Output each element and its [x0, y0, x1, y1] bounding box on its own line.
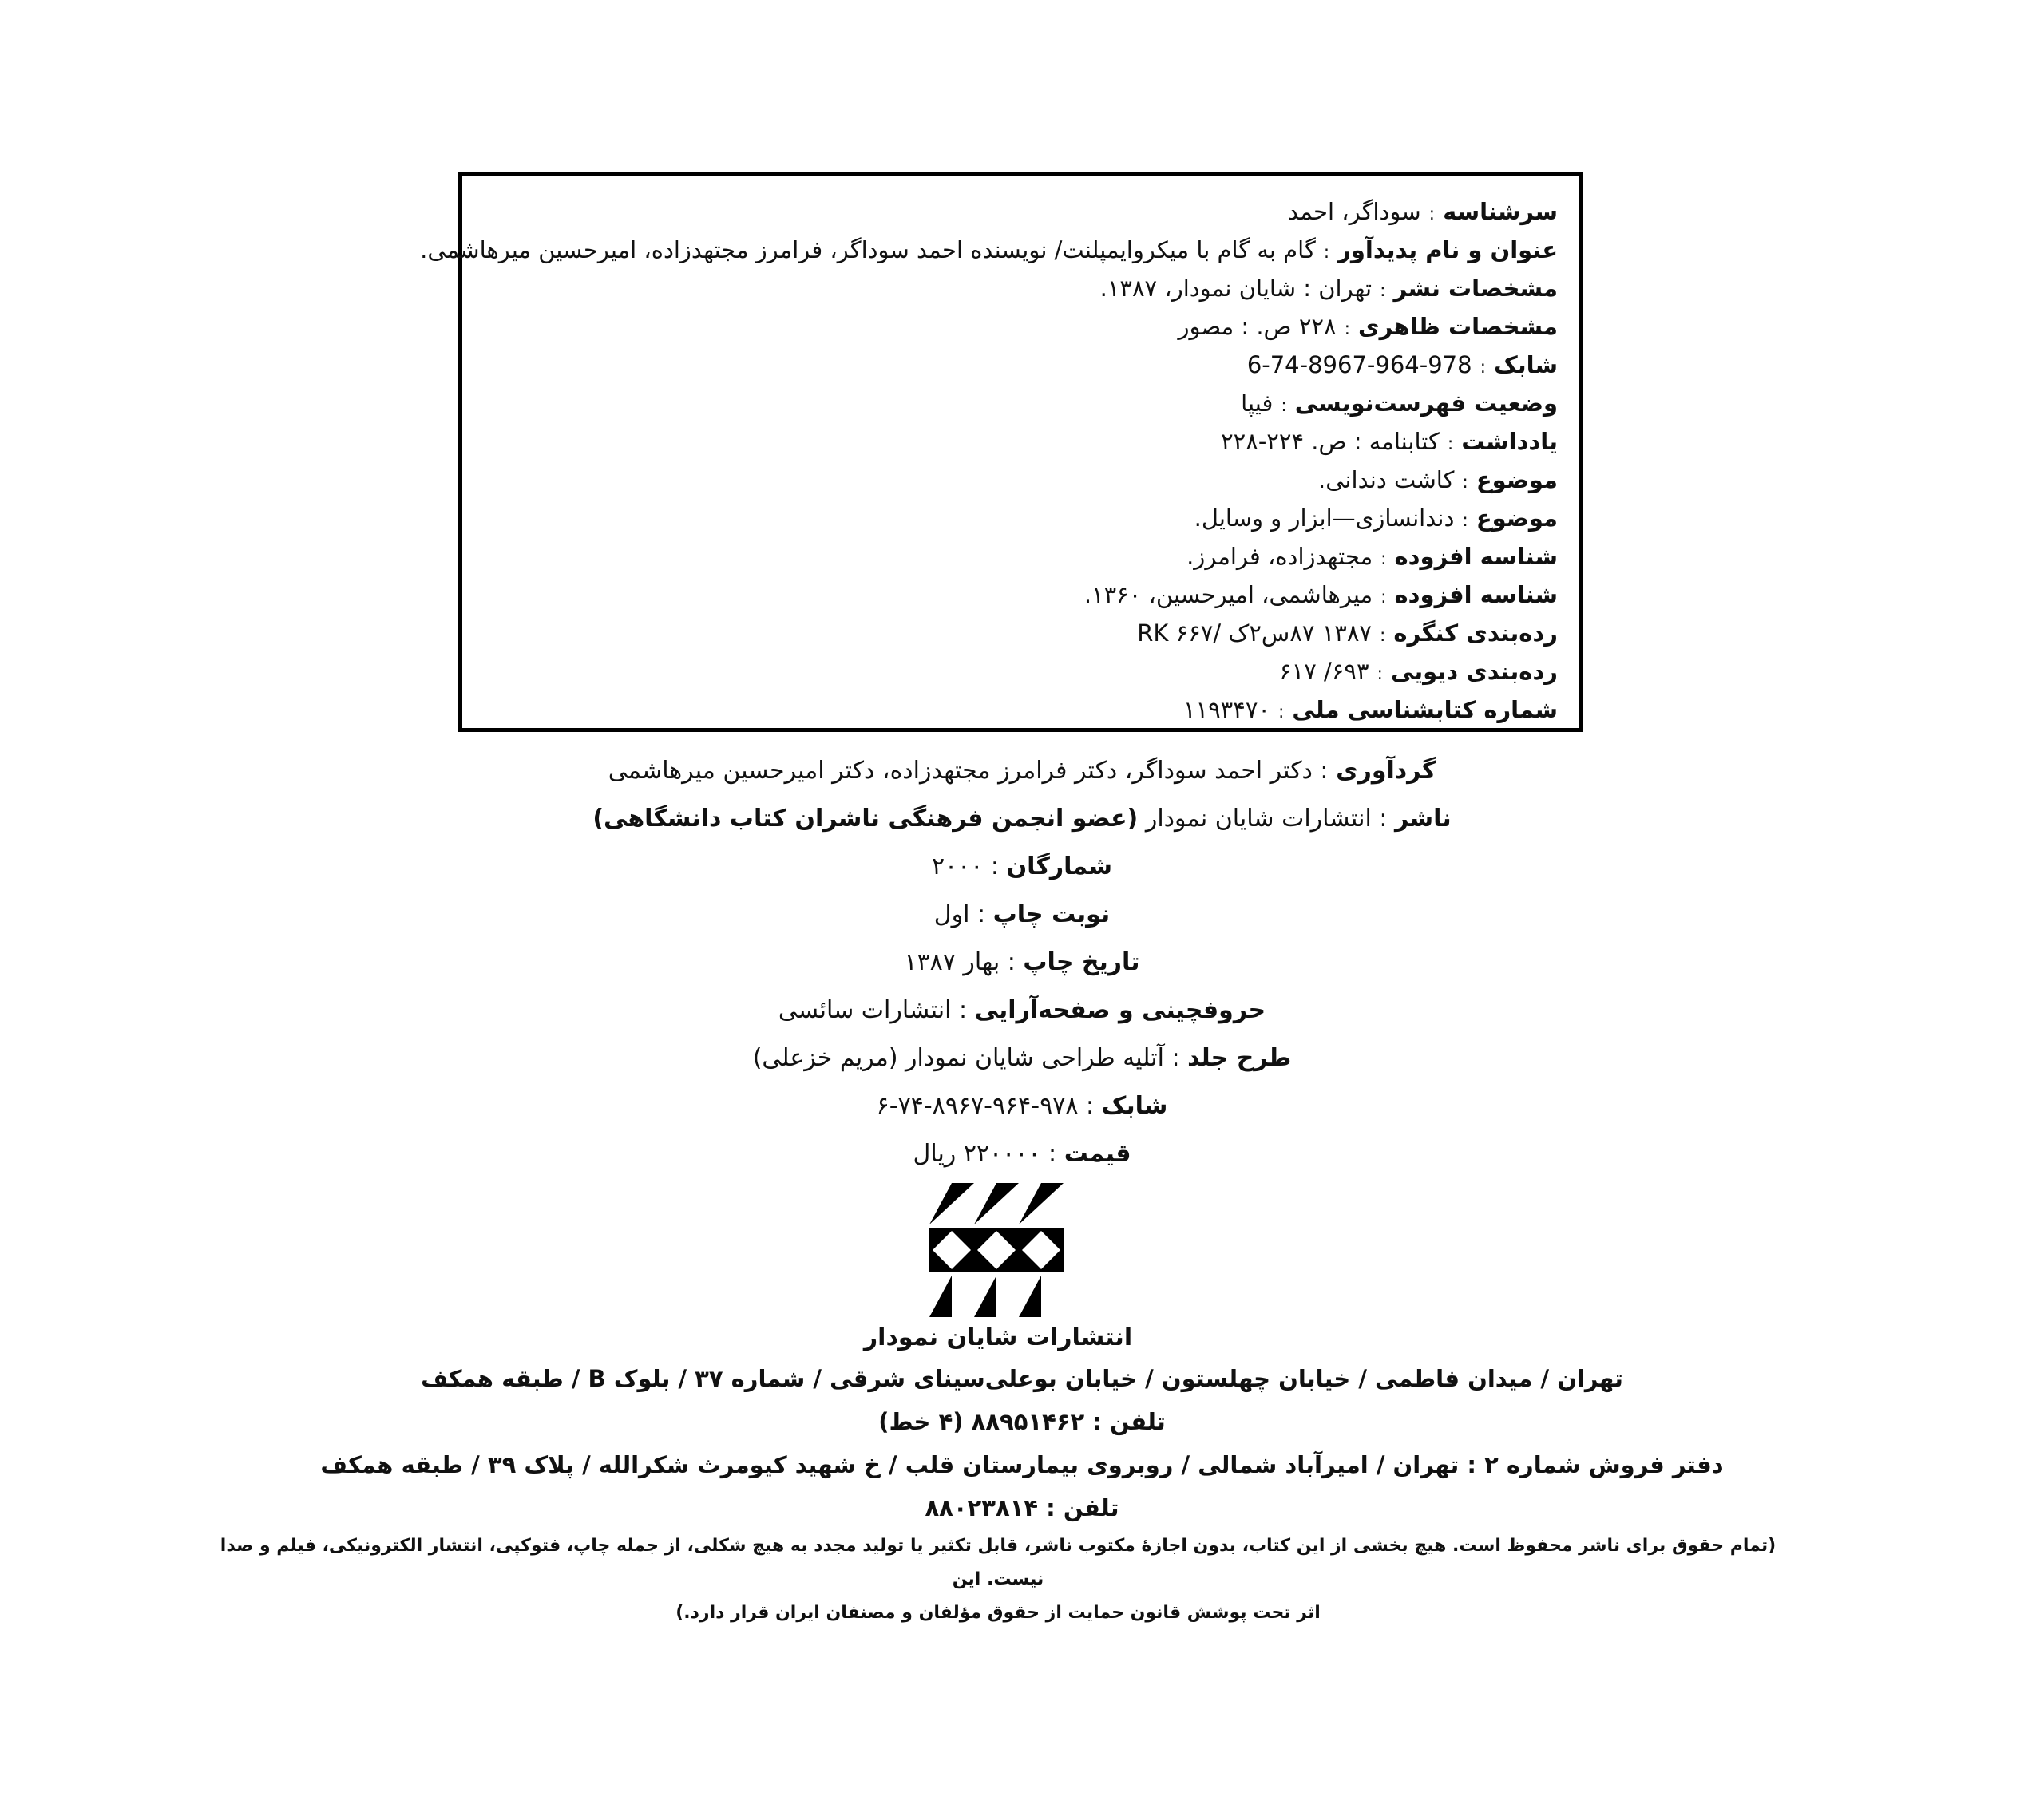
cip-row [483, 461, 1558, 499]
credit-row: تاریخ چاپ : بهار ۱۳۸۷ [904, 948, 1140, 976]
rights-line: (تمام حقوق برای ناشر محفوظ است. هیچ بخشی از این کتاب، بدون اجازهٔ مکتوب ناشر، قابل تکثیر یا تولید مجدد به هیچ شکلی، از جمله چاپ، فتوکپی، انتشار الکترونیکی، فیلم و صدا نیست. این [220, 1536, 1777, 1589]
cip-label: شماره کتابشناسی ملی [1292, 696, 1558, 723]
cip-value: فیپا [1241, 390, 1274, 417]
cip-separator: : [1462, 473, 1468, 493]
credit-value: انتشارات سائسی [778, 996, 952, 1024]
cip-row [483, 422, 1558, 461]
address-block [192, 1357, 1852, 1529]
cip-separator: : [1278, 702, 1285, 722]
cip-value: مجتهدزاده، فرامرز. [1186, 543, 1373, 570]
cip-value: کتابنامه : ص. ۲۲۴-۲۲۸ [1221, 428, 1440, 455]
credit-label: ناشر [1394, 805, 1452, 833]
credit-row: نوبت چاپ : اول [933, 900, 1111, 928]
cip-separator: : [1447, 434, 1454, 454]
cip-separator: : [1380, 281, 1386, 301]
cip-value: ۱۳۸۷ ۸۷س۲ک /۶۶۷ RK [1137, 619, 1372, 647]
cip-row [483, 499, 1558, 537]
credit-value: ۹۷۸-۹۶۴-۸۹۶۷-۷۴-۶ [876, 1092, 1079, 1120]
cip-label: سرشناسه [1443, 198, 1558, 225]
cip-row [483, 652, 1558, 690]
logo-triangle-bottom [929, 1276, 952, 1317]
credit-label: شابک [1101, 1092, 1168, 1120]
cip-row [483, 307, 1558, 346]
cip-value: ۶۹۳/ ۶۱۷ [1279, 658, 1369, 685]
cip-separator: : [1281, 396, 1287, 416]
rights-line: اثر تحت پوشش قانون حمایت از حقوق مؤلفان و مصنفان ایران قرار دارد.) [675, 1603, 1321, 1623]
cip-row [483, 192, 1558, 231]
cip-value: کاشت دندانی. [1318, 466, 1455, 493]
credit-label: قیمت [1064, 1140, 1131, 1168]
credit-row: طرح جلد : آتلیه طراحی شایان نمودار (مریم خزعلی) [752, 1044, 1292, 1072]
cip-separator: : [1480, 358, 1486, 378]
logo-triangle-top [1019, 1183, 1064, 1224]
cip-separator: : [1462, 511, 1468, 531]
credit-extra: (عضو انجمن فرهنگی ناشران کتاب دانشگاهی) [592, 805, 1139, 833]
publisher-name: انتشارات شایان نمودار [863, 1323, 1133, 1351]
logo-triangle-top [929, 1183, 974, 1224]
cip-row [483, 537, 1558, 576]
cip-label: وضعیت فهرست‌نویسی [1294, 390, 1558, 417]
cip-separator: : [1428, 204, 1436, 224]
credit-value: دکتر احمد سوداگر، دکتر فرامرز مجتهدزاده، دکتر امیرحسین میرهاشمی [608, 757, 1313, 785]
cip-separator: : [1344, 319, 1350, 339]
cip-separator: : [1323, 243, 1330, 263]
cip-row [483, 269, 1558, 307]
cip-separator: : [1380, 626, 1386, 646]
cip-value: 978-964-8967-74-6 [1246, 351, 1472, 378]
credit-row: قیمت : ۲۲۰۰۰۰ ریال [913, 1140, 1131, 1168]
credit-row: شابک : ۹۷۸-۹۶۴-۸۹۶۷-۷۴-۶ [876, 1092, 1168, 1120]
credit-row: ناشر : انتشارات شایان نمودار (عضو انجمن فرهنگی ناشران کتاب دانشگاهی) [592, 805, 1452, 833]
publisher-logo-icon [929, 1183, 1064, 1317]
cip-label: مشخصات ظاهری [1358, 313, 1558, 340]
cip-value: دندانسازی—ابزار و وسایل. [1194, 504, 1455, 532]
credit-row: شمارگان : ۲۰۰۰ [931, 853, 1113, 880]
credit-label: طرح جلد [1187, 1044, 1292, 1072]
cip-value: ۱۱۹۳۴۷۰ [1182, 696, 1270, 723]
cip-row [483, 346, 1558, 384]
credit-label: حروفچینی و صفحه‌آرایی [974, 996, 1266, 1024]
cip-label: عنوان و نام پدیدآور [1337, 236, 1558, 263]
copyright-notice [216, 1529, 1781, 1630]
credit-label: تاریخ چاپ [1023, 948, 1140, 976]
cip-label: شناسه افزوده [1394, 581, 1558, 608]
cip-value: ۲۲۸ ص. : مصور [1178, 313, 1337, 340]
cip-label: موضوع [1476, 466, 1558, 493]
cip-separator: : [1377, 664, 1383, 684]
credit-label: نوبت چاپ [992, 900, 1111, 928]
cip-value: تهران : شایان نمودار، ۱۳۸۷. [1099, 275, 1373, 302]
cip-row [420, 231, 1558, 269]
credit-row: گردآوری : دکتر احمد سوداگر، دکتر فرامرز مجتهدزاده، دکتر امیرحسین میرهاشمی [608, 757, 1436, 785]
sales-phone-line: تلفن : ۸۸۰۲۳۸۱۴ [925, 1494, 1119, 1521]
credits-block [559, 747, 1485, 1178]
cip-row [483, 576, 1558, 614]
cip-row [483, 384, 1558, 422]
credit-value: بهار ۱۳۸۷ [904, 948, 1000, 976]
logo-triangle-top [974, 1183, 1019, 1224]
cip-separator: : [1380, 549, 1387, 569]
credit-value: انتشارات شایان نمودار [1145, 805, 1372, 833]
cip-row [483, 614, 1558, 652]
sales-office-line: دفتر فروش شماره ۲ : تهران / امیرآباد شمالی / روبروی بیمارستان قلب / خ شهید کیومرث شکرالله / پلاک ۳۹ / طبقه همکف [320, 1451, 1724, 1478]
address-line: تهران / میدان فاطمی / خیابان چهلستون / خیابان بوعلی‌سینای شرقی / شماره ۳۷ / بلوک B / طبقه همکف [421, 1365, 1623, 1392]
logo-triangle-bottom [974, 1276, 996, 1317]
cip-row [483, 690, 1558, 729]
credit-value: ۲۲۰۰۰۰ ریال [913, 1140, 1041, 1168]
cip-label: یادداشت [1461, 428, 1558, 455]
credit-value: اول [933, 900, 970, 928]
cip-value: گام به گام با میکروایمپلنت/ نویسنده احمد سوداگر، فرامرز مجتهدزاده، امیرحسین میرهاشمی. [420, 236, 1316, 263]
credit-row: حروفچینی و صفحه‌آرایی : انتشارات سائسی [778, 996, 1266, 1024]
cip-label: رده‌بندی دیویی [1390, 658, 1558, 685]
cip-label: مشخصات نشر [1393, 275, 1558, 302]
phone-line: تلفن : ۸۸۹۵۱۴۶۲ (۴ خط) [878, 1408, 1166, 1435]
credit-label: گردآوری [1336, 757, 1436, 785]
credit-label: شمارگان [1006, 853, 1113, 880]
cip-label: موضوع [1476, 504, 1558, 532]
cip-label: رده‌بندی کنگره [1393, 619, 1558, 647]
cip-value: سوداگر، احمد [1288, 198, 1421, 225]
cataloging-box [420, 172, 1583, 732]
cip-label: شابک [1494, 351, 1558, 378]
logo-triangle-bottom [1019, 1276, 1041, 1317]
cip-label: شناسه افزوده [1394, 543, 1558, 570]
credit-value: آتلیه طراحی شایان نمودار (مریم خزعلی) [752, 1044, 1164, 1072]
credit-value: ۲۰۰۰ [931, 853, 984, 880]
cip-value: میرهاشمی، امیرحسین، ۱۳۶۰. [1083, 581, 1373, 608]
cip-separator: : [1380, 588, 1387, 607]
